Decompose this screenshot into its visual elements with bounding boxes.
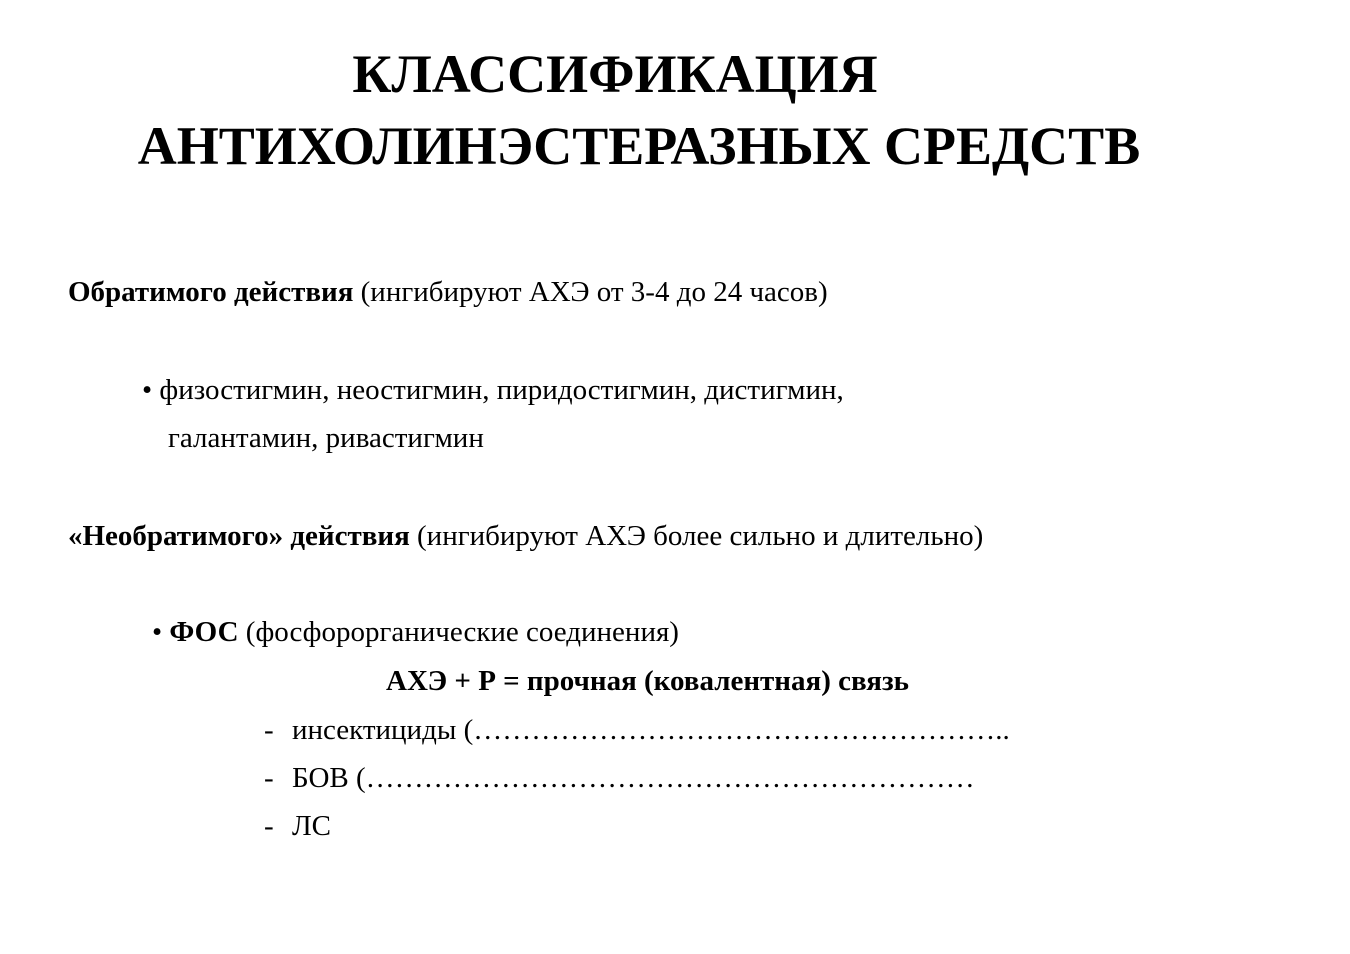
dash-marker: -: [264, 810, 274, 842]
irreversible-heading: [68, 518, 983, 554]
reversible-heading: [68, 274, 828, 310]
list-item-text: ЛС: [292, 810, 332, 842]
irreversible-heading-bold: «Необратимого» действия: [68, 520, 410, 552]
reversible-drugs-line-1: [142, 372, 844, 408]
list-item: [264, 760, 975, 796]
reaction-formula: АХЭ + Р = прочная (ковалентная) связь: [386, 665, 909, 697]
list-item: [264, 712, 1010, 748]
list-item-text: БОВ (………………………………………………………: [292, 762, 975, 794]
slide-title-line-1: КЛАССИФИКАЦИЯ: [352, 44, 878, 104]
list-item: [264, 808, 331, 844]
irreversible-heading-note: (ингибируют АХЭ более сильно и длительно): [409, 520, 984, 552]
reversible-drugs-text-1: физостигмин, неостигмин, пиридостигмин, дистигмин,: [159, 374, 844, 406]
bullet: •: [142, 374, 153, 406]
reversible-heading-bold: Обратимого действия: [68, 276, 354, 308]
reversible-drugs-line-2: галантамин, ривастигмин: [168, 422, 484, 454]
fos-line: [152, 614, 679, 650]
slide-title-line-2: АНТИХОЛИНЭСТЕРАЗНЫХ СРЕДСТВ: [137, 116, 1141, 176]
bullet: •: [152, 616, 163, 648]
reversible-heading-note: (ингибируют АХЭ от 3-4 до 24 часов): [353, 276, 828, 308]
fos-note: (фосфорорганические соединения): [238, 616, 679, 648]
dash-marker: -: [264, 714, 274, 746]
fos-label: ФОС: [169, 616, 239, 648]
dash-marker: -: [264, 762, 274, 794]
list-item-text: инсектициды (………………………………………………..: [292, 714, 1010, 746]
